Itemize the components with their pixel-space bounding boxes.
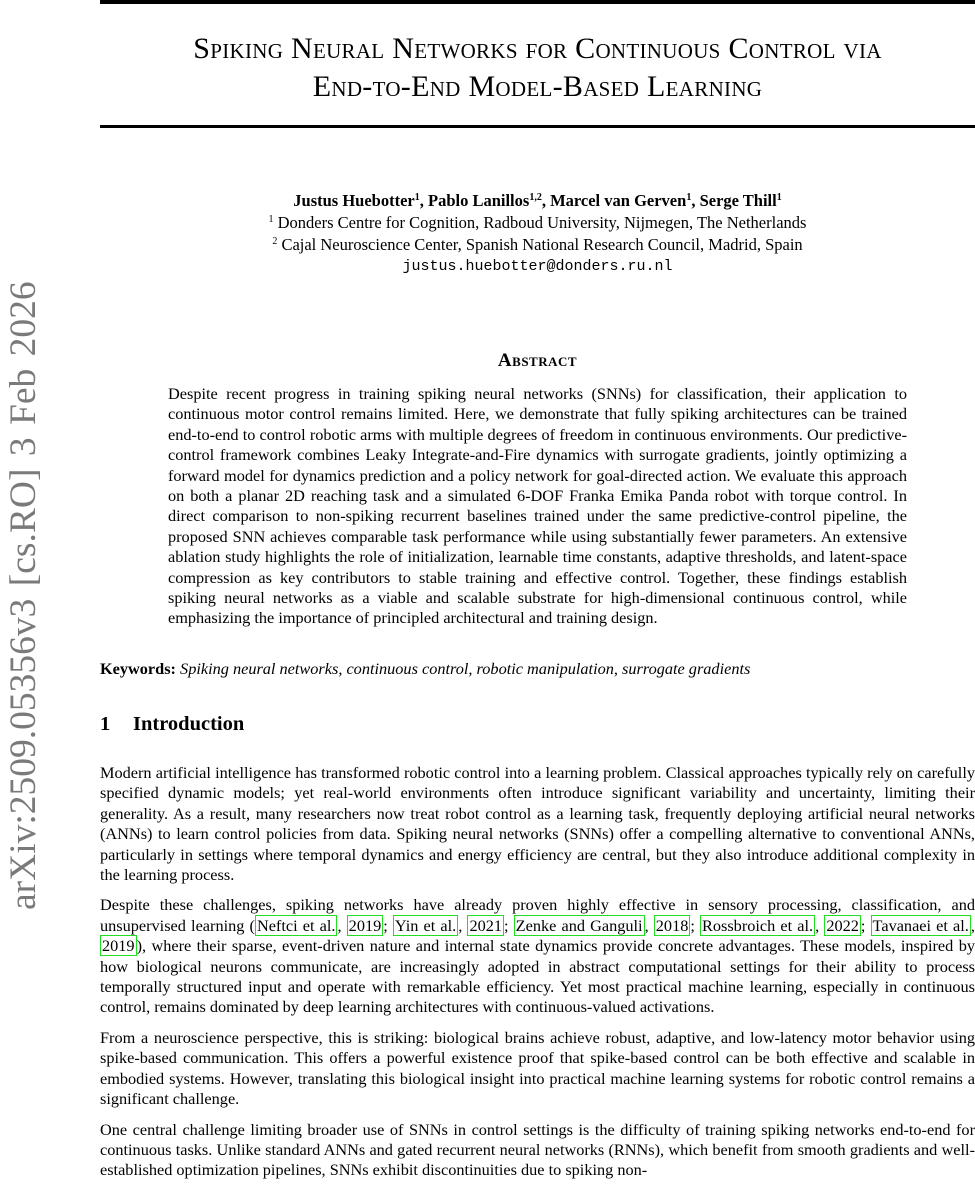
- author-affiliation-mark: 1: [414, 192, 420, 203]
- affiliation-text: Donders Centre for Cognition, Radboud University, Nijmegen, The Netherlands: [277, 213, 807, 232]
- arxiv-identifier[interactable]: arXiv:2509.05356v3 [cs.RO] 3 Feb 2026: [3, 281, 44, 910]
- paragraph: Modern artificial intelligence has transformed robotic control into a learning problem. Classical approaches typically rely on carefully specified dynamic models; yet real-world environments often introduce significant variability and uncertainty, limiting their generality. As a result, many researchers now treat robot control as a learning task, frequently deploying artificial neural networks (ANNs) to learn control policies from data. Spiking neural networks (SNNs) offer a compelling alternative to conventional ANNs, particularly in settings where temporal dynamics and energy efficiency are central, but they also introduce additional complexity in the learning process.: [100, 763, 975, 885]
- section-heading: [100, 713, 244, 736]
- title-line-2: End-to-End Model-Based Learning: [312, 70, 763, 103]
- affiliation-number: 2: [272, 236, 278, 247]
- abstract-text: Despite recent progress in training spiking neural networks (SNNs) for classification, their application to continuous motor control remains limited. Here, we demonstrate that fully spiking architectures can be trained end-to-end to control robotic arms with multiple degrees of freedom in continuous environments. Our predictive-control framework combines Leaky Integrate-and-Fire dynamics with surrogate gradients, jointly optimizing a forward model for dynamics prediction and a policy network for goal-directed action. We evaluate this approach on both a planar 2D reaching task and a simulated 6-DOF Franka Emika Panda robot with torque control. In direct comparison to non-spiking recurrent baselines trained under the same predictive-control pipeline, the proposed SNN achieves comparable task performance while using substantially fewer parameters. An extensive ablation study highlights the role of initialization, learnable time constants, adaptive thresholds, and latent-space compression as key contributors to stable training and effective control. Together, these findings establish spiking neural networks as a viable and scalable substrate for high-dimensional continuous control, while emphasizing the importance of principled architectural and training design.: [168, 384, 907, 628]
- author-name: Marcel van Gerven: [550, 191, 687, 210]
- citation-link[interactable]: Zenke and Ganguli: [515, 915, 643, 935]
- citation-link[interactable]: 2019: [348, 915, 382, 935]
- author-affiliation-mark: 1,2: [529, 192, 542, 203]
- citation-link[interactable]: 2019: [102, 936, 135, 956]
- abstract-heading: Abstract: [497, 350, 578, 371]
- paragraph-text: ), where their sparse, event-driven nature and internal state dynamics provide concrete advantages. These models, inspired by how biological neurons communicate, are increasingly adopted in abstract computational settings for their ability to process temporally structured input and operate with remarkable efficiency. Yet most practical machine learning, especially in continuous control, remains dominated by deep learning architectures with continuous-valued activations.: [100, 936, 975, 1017]
- paragraph-with-citations: Despite these challenges, spiking networks have already proven highly effective in sensory processing, classification, and unsupervised learning ( Neftci et al. , 2019 ; Yin et al. , 2021 ; Zenke and Ganguli , 2018 ; Rossbroich et al. , 2022 ; Tavanaei et al. , 2019 ), where their sparse, event-driven nature and internal state dynamics provide concrete advantages. These models, inspired by how biological neurons communicate, are increasingly adopted in abstract computational settings for their ability to process temporally structured input and operate with remarkable efficiency. Yet most practical machine learning, especially in continuous control, remains dominated by deep learning architectures with continuous-valued activations.: [100, 895, 975, 1017]
- citation-link[interactable]: Tavanaei et al.: [872, 915, 969, 935]
- title-bottom-rule: [100, 125, 975, 128]
- keywords: [100, 658, 975, 679]
- citation-link[interactable]: Neftci et al.: [256, 915, 336, 935]
- citation-link[interactable]: Rossbroich et al.: [702, 915, 814, 935]
- affiliation: [100, 234, 975, 256]
- section-number: 1: [100, 713, 111, 735]
- citation-link[interactable]: 2018: [655, 915, 689, 935]
- citation-link[interactable]: 2021: [469, 915, 503, 935]
- author-name: Pablo Lanillos: [427, 191, 530, 210]
- affiliation-number: 1: [268, 214, 274, 225]
- paragraph: From a neuroscience perspective, this is striking: biological brains achieve robust, adaptive, and low-latency motor behavior using spike-based communication. This offers a powerful existence proof that spike-based control can be both effective and scalable in embodied systems. However, translating this biological insight into practical machine learning systems for robotic control remains a significant challenge.: [100, 1027, 975, 1109]
- citation-link[interactable]: Yin et al.: [394, 915, 457, 935]
- keywords-text: Spiking neural networks, continuous control, robotic manipulation, surrogate gradients: [180, 659, 751, 678]
- section-title: Introduction: [133, 713, 245, 735]
- author-block: [100, 190, 975, 278]
- title-line-1: Spiking Neural Networks for Continuous Control via: [193, 32, 882, 65]
- author-affiliation-mark: 1: [686, 192, 692, 203]
- author-name: Serge Thill: [699, 191, 777, 210]
- title-top-rule: [100, 0, 975, 4]
- affiliation: [100, 212, 975, 234]
- paragraph: One central challenge limiting broader use of SNNs in control settings is the difficulty of training spiking networks end-to-end for continuous tasks. Unlike standard ANNs and gated recurrent neural networks (RNNs), which benefit from smooth gradients and well-established optimization pipelines, SNNs exhibit discontinuities due to spiking non-: [100, 1119, 975, 1180]
- paper-title: [100, 30, 975, 106]
- keywords-label: Keywords:: [100, 659, 176, 678]
- citation-link[interactable]: 2022: [826, 915, 859, 935]
- author-list: Justus Huebotter$^1$, Pablo Lanillos$^{1,2}$, Marcel van Gerven$^1$, Serge Thill$^1$: [293, 191, 782, 210]
- affiliation-text: Cajal Neuroscience Center, Spanish National Research Council, Madrid, Spain: [281, 235, 803, 254]
- contact-email[interactable]: justus.huebotter@donders.ru.nl: [402, 258, 673, 275]
- introduction-body: [100, 763, 975, 1191]
- author-affiliation-mark: 1: [776, 192, 782, 203]
- author-name: Justus Huebotter: [293, 191, 415, 210]
- paragraph-text: Despite these challenges, spiking networks have already proven highly effective in sensory processing, classification, and unsupervised learning (: [100, 895, 975, 935]
